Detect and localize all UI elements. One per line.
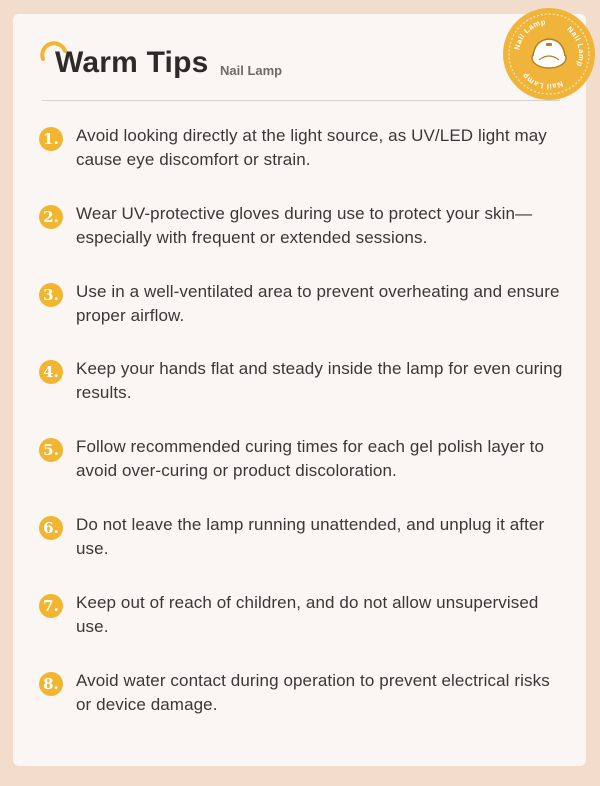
tip-number-badge: 8.: [39, 672, 63, 696]
tip-number-badge: 3.: [39, 283, 63, 307]
tip-text: Keep out of reach of children, and do not allow unsupervised use.: [76, 593, 539, 636]
tip-text: Follow recommended curing times for each gel polish layer to avoid over-curing or product discoloration.: [76, 437, 545, 480]
tip-text: Use in a well-ventilated area to prevent overheating and ensure proper airflow.: [76, 282, 560, 325]
tips-card: [13, 14, 586, 766]
page-subtitle: Nail Lamp: [220, 63, 283, 78]
page-title: Warm Tips: [55, 46, 209, 79]
nail-lamp-badge: [501, 6, 597, 102]
tip-text: Keep your hands flat and steady inside the lamp for even curing results.: [76, 359, 563, 402]
tip-number-badge: 7.: [39, 594, 63, 618]
badge-text-1: Nail Lamp: [512, 17, 547, 51]
badge-text-3: Nail Lamp: [520, 71, 565, 92]
divider: [42, 100, 560, 101]
tip-number-badge: 6.: [39, 516, 63, 540]
tip-text: Avoid water contact during operation to prevent electrical risks or device damage.: [76, 671, 550, 714]
tip-text: Avoid looking directly at the light source, as UV/LED light may cause eye discomfort or strain.: [76, 126, 547, 169]
header: [13, 14, 586, 114]
tip-text: Wear UV-protective gloves during use to protect your skin—especially with frequent or extended sessions.: [76, 204, 533, 247]
tip-number-badge: 4.: [39, 360, 63, 384]
tip-text: Do not leave the lamp running unattended, and unplug it after use.: [76, 515, 545, 558]
tip-number-badge: 2.: [39, 205, 63, 229]
badge-text-2: Nail Lamp: [565, 24, 587, 69]
tip-number-badge: 5.: [39, 438, 63, 462]
tip-number-badge: 1.: [39, 127, 63, 151]
